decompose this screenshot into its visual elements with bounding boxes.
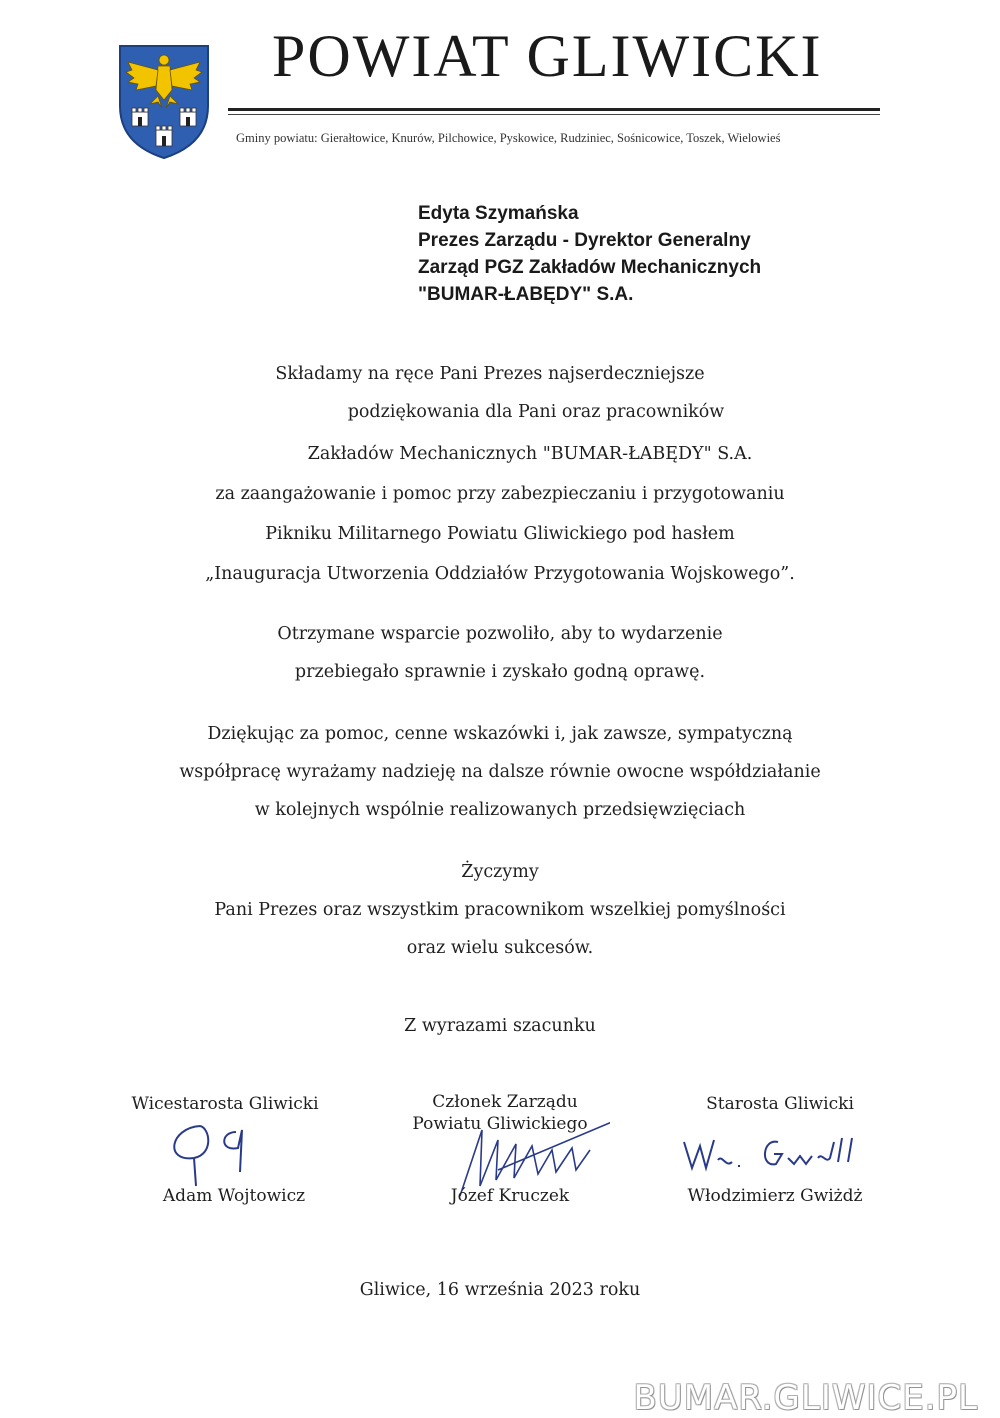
header-rule (228, 108, 880, 111)
closing-line: Z wyrazami szacunku (404, 1016, 596, 1036)
body-line: Dziękując za pomoc, cenne wskazówki i, jak zawsze, sympatyczną (207, 724, 793, 744)
header-rule-thin (228, 114, 880, 115)
body-line: podziękowania dla Pani oraz pracowników (347, 402, 725, 422)
recipient-company: "BUMAR-ŁABĘDY" S.A. (418, 284, 634, 305)
body-line: Pikniku Militarnego Powiatu Gliwickiego pod hasłem (265, 524, 735, 544)
body-line: Zakładów Mechanicznych "BUMAR-ŁABĘDY" S.A. (307, 444, 753, 464)
body-line: za zaangażowanie i pomoc przy zabezpieczaniu i przygotowaniu (215, 484, 785, 504)
municipalities-line: Gminy powiatu: Gierałtowice, Knurów, Pilchowice, Pyskowice, Rudziniec, Sośnicowice, Toszek, Wielowieś (236, 131, 781, 145)
body-line: współpracę wyrażamy nadzieję na dalsze równie owocne współdziałanie (179, 762, 821, 782)
body-line: „Inauguracja Utworzenia Oddziałów Przygotowania Wojskowego”. (205, 564, 795, 584)
signatory-name: Adam Wojtowicz (162, 1186, 306, 1206)
letterhead-title: POWIAT GLIWICKI (272, 23, 823, 89)
signature-icon (678, 1128, 878, 1176)
watermark: BUMAR.GLIWICE.PL (633, 1378, 978, 1418)
signature-icon (160, 1118, 290, 1190)
coat-of-arms-icon (118, 44, 210, 160)
recipient-position: Prezes Zarządu - Dyrektor Generalny (418, 230, 751, 251)
signatory-name: Włodzimierz Gwiżdż (687, 1186, 863, 1206)
recipient-name: Edyta Szymańska (418, 203, 579, 224)
body-line: Otrzymane wsparcie pozwoliło, aby to wydarzenie (277, 624, 723, 644)
body-line: Życzymy (461, 862, 539, 882)
body-line: przebiegało sprawnie i zyskało godną oprawę. (294, 662, 706, 682)
signatory-title: Członek Zarządu (432, 1092, 578, 1112)
body-line: Pani Prezes oraz wszystkim pracownikom wszelkiej pomyślności (214, 900, 786, 920)
recipient-board: Zarząd PGZ Zakładów Mechanicznych (418, 257, 762, 278)
signatory-title: Powiatu Gliwickiego (412, 1114, 588, 1134)
signatory-name: Józef Kruczek (450, 1186, 570, 1206)
body-line: oraz wielu sukcesów. (406, 938, 594, 958)
place-date: Gliwice, 16 września 2023 roku (359, 1280, 641, 1300)
recipient-block (418, 200, 761, 308)
signatory-title: Wicestarosta Gliwicki (131, 1094, 319, 1114)
signatory-title: Starosta Gliwicki (706, 1094, 854, 1114)
body-line: Składamy na ręce Pani Prezes najserdeczniejsze (275, 364, 705, 384)
body-line: w kolejnych wspólnie realizowanych przedsięwzięciach (254, 800, 746, 820)
